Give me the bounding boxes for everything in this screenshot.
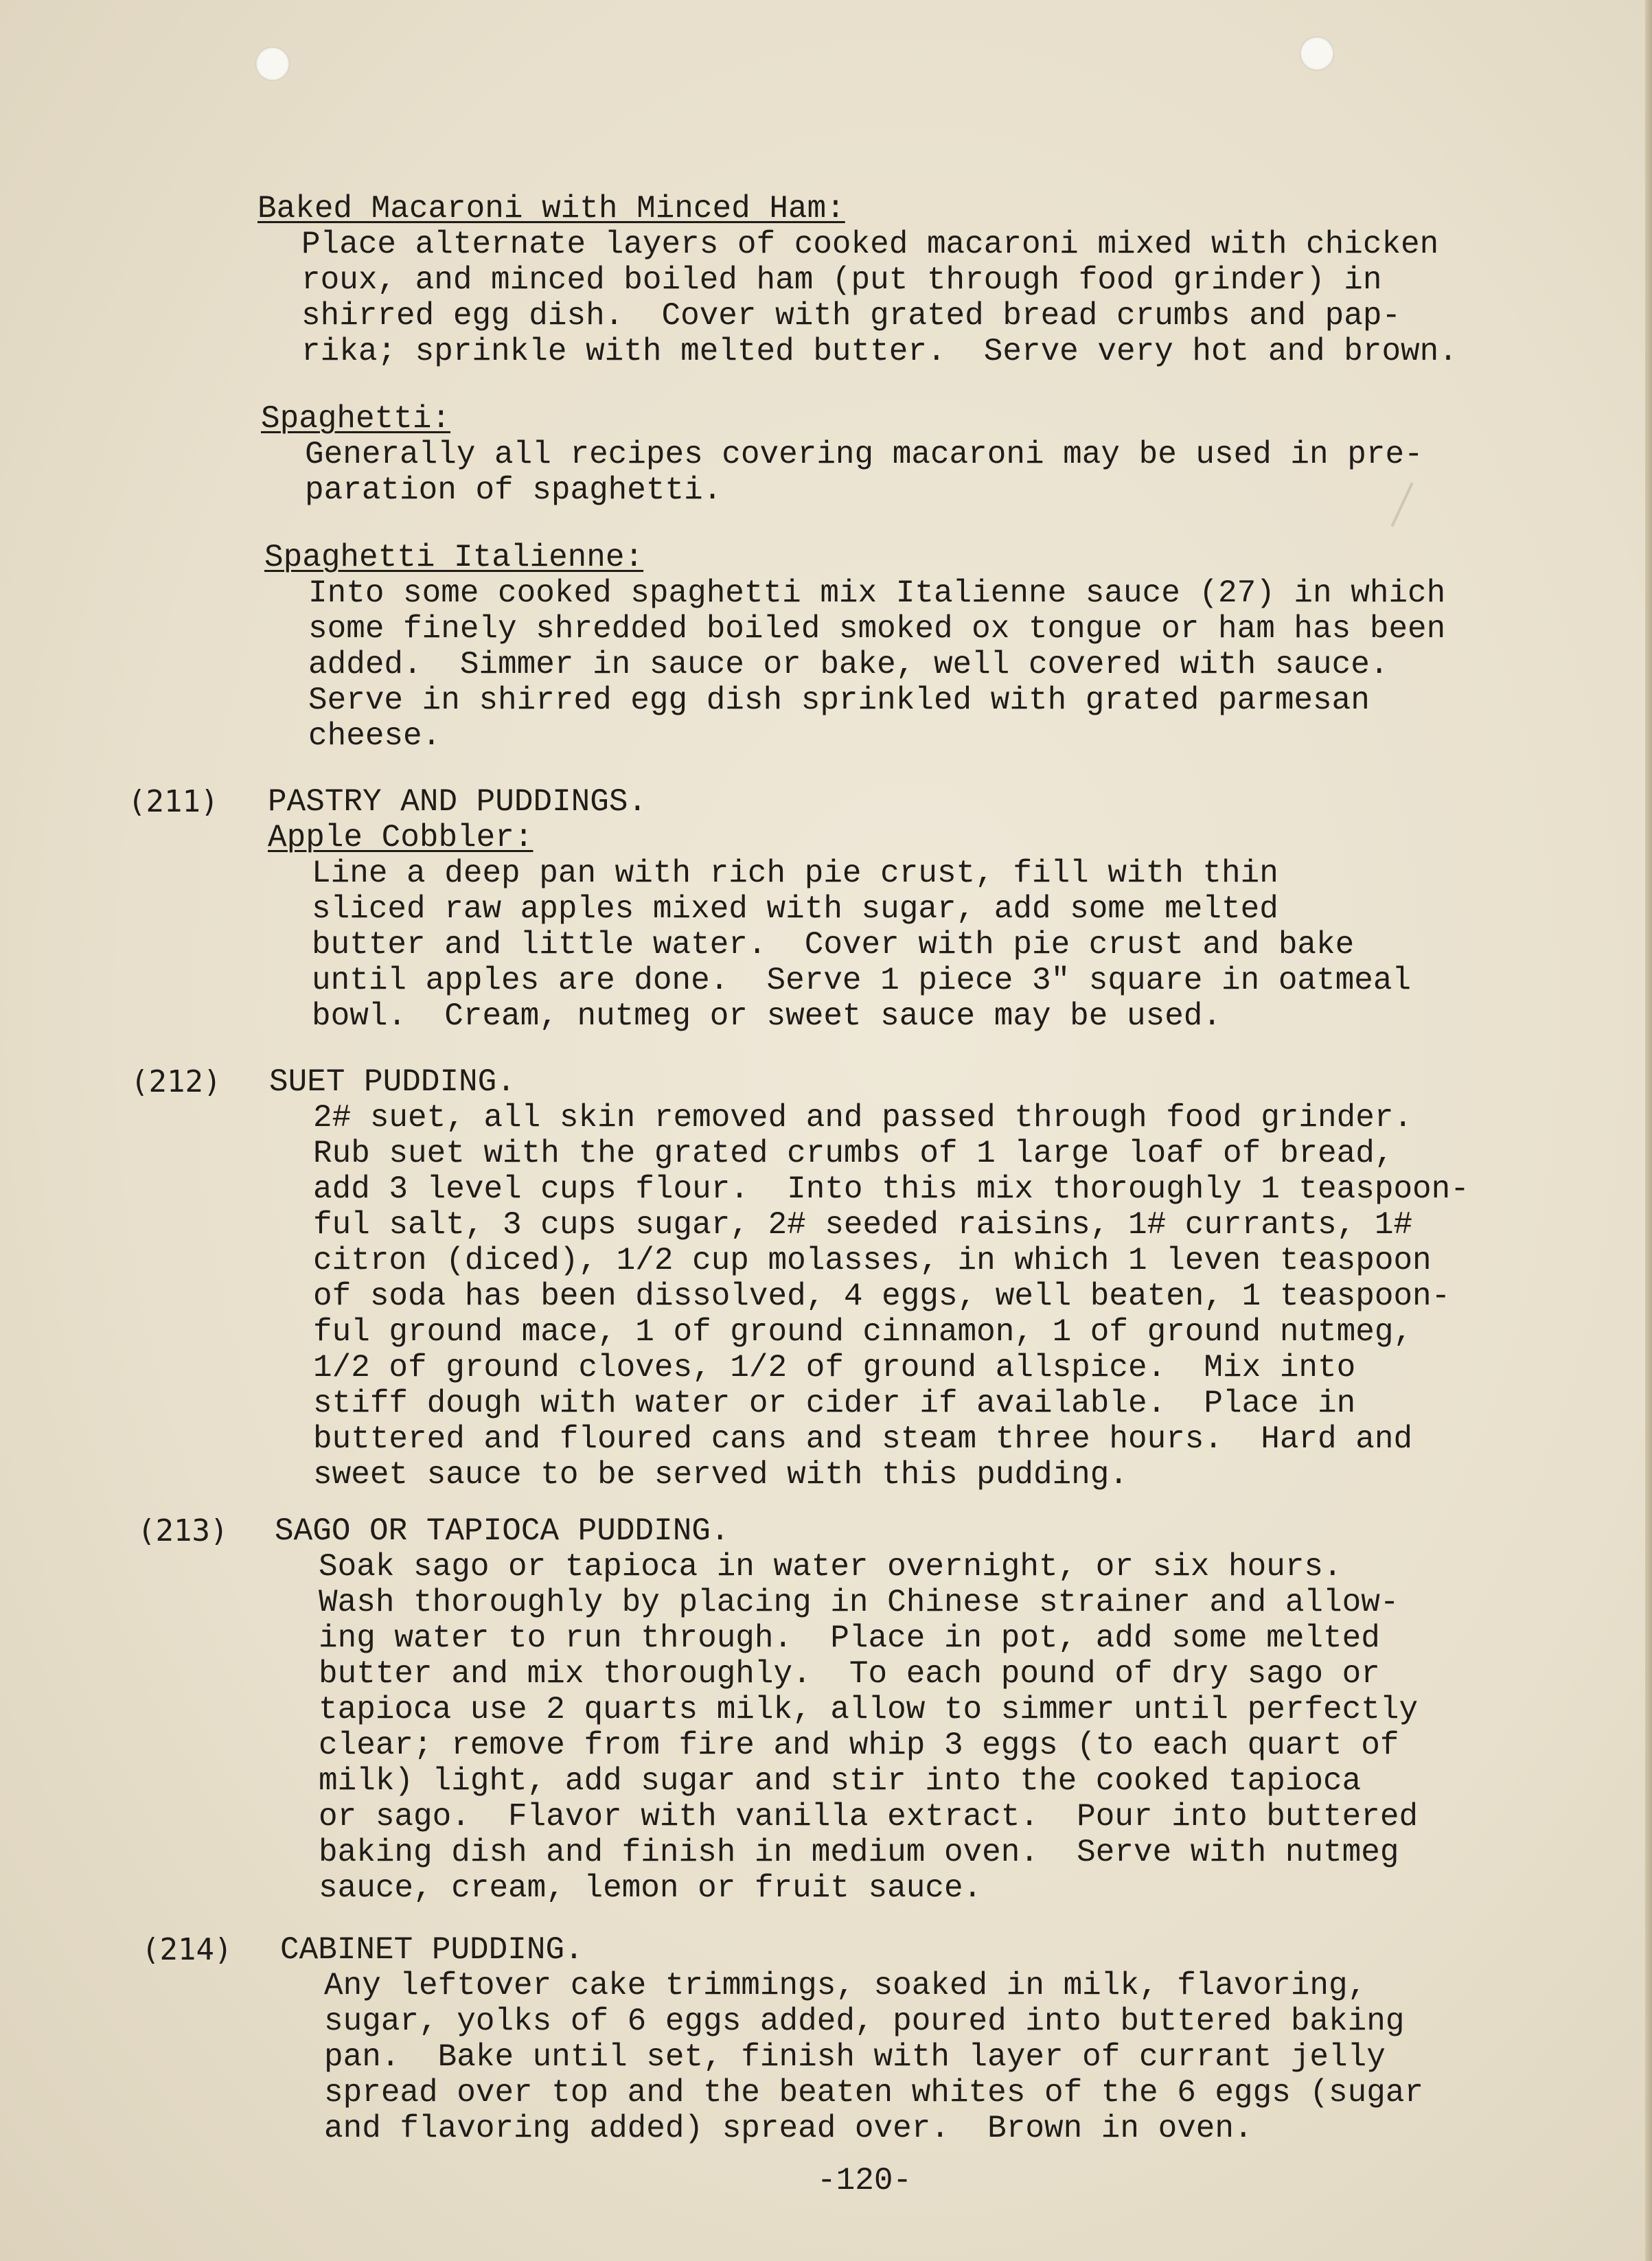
recipe-line: Soak sago or tapioca in water overnight, or six hours. [319,1549,1342,1585]
recipe-line: and flavoring added) spread over. Brown in oven. [324,2111,1253,2146]
recipe-line: butter and mix thoroughly. To each pound of dry sago or [319,1656,1380,1692]
recipe-spaghetti [261,401,1423,508]
recipe-line: stiff dough with water or cider if available. Place in [313,1386,1356,1421]
recipe-line: ful salt, 3 cups sugar, 2# seeded raisins, 1# currants, 1# [313,1207,1413,1243]
recipe-line: butter and little water. Cover with pie crust and bake [312,927,1355,963]
recipe-body [319,1549,1418,1906]
recipe-line: ful ground mace, 1 of ground cinnamon, 1 of ground nutmeg, [313,1314,1413,1350]
recipe-line: Line a deep pan with rich pie crust, fill with thin [312,856,1278,891]
recipe-line: buttered and floured cans and steam three hours. Hard and [313,1421,1413,1457]
section-suet-pudding [269,1064,1469,1493]
recipe-line: until apples are done. Serve 1 piece 3" square in oatmeal [312,963,1412,998]
recipe-line: citron (diced), 1/2 cup molasses, in which 1 leven teaspoon [313,1243,1432,1278]
section-number: (213) [137,1513,229,1548]
recipe-body [308,575,1445,754]
section-pastry-and-puddings [268,784,1411,1034]
recipe-line: Any leftover cake trimmings, soaked in milk, flavoring, [324,1968,1367,2004]
recipe-line: ing water to run through. Place in pot, add some melted [319,1620,1380,1656]
recipe-line: sliced raw apples mixed with sugar, add some melted [312,891,1278,927]
recipe-line: 2# suet, all skin removed and passed through food grinder. [313,1100,1413,1136]
recipe-line: Wash thoroughly by placing in Chinese strainer and allow- [319,1585,1399,1620]
recipe-line: milk) light, add sugar and stir into the cooked tapioca [319,1763,1362,1799]
recipe-line: cheese. [308,718,441,754]
recipe-body [313,1100,1469,1493]
section-number: (214) [141,1932,233,1967]
recipe-line: Serve in shirred egg dish sprinkled with grated parmesan [308,682,1370,718]
recipe-heading: Spaghetti Italienne: [264,540,644,575]
section-title: SUET PUDDING. [269,1064,516,1100]
section-cabinet-pudding [280,1932,1423,2146]
recipe-line: pan. Bake until set, finish with layer of currant jelly [324,2039,1386,2075]
recipe-line: Into some cooked spaghetti mix Italienne sauce (27) in which [308,575,1446,611]
page-edge [1645,0,1652,2261]
section-number: (212) [130,1064,222,1099]
recipe-body [312,856,1411,1034]
recipe-body [305,437,1423,508]
recipe-heading: Apple Cobbler: [268,820,534,856]
punch-hole [255,47,290,81]
recipe-body [324,1968,1423,2146]
section-title: SAGO OR TAPIOCA PUDDING. [275,1513,730,1549]
recipe-line: of soda has been dissolved, 4 eggs, well beaten, 1 teaspoon- [313,1278,1451,1314]
recipe-line: paration of spaghetti. [305,472,722,508]
recipe-line: tapioca use 2 quarts milk, allow to simmer until perfectly [319,1692,1419,1728]
recipe-line: some finely shredded boiled smoked ox tongue or ham has been [308,611,1446,647]
recipe-line: added. Simmer in sauce or bake, well covered with sauce. [308,647,1389,682]
recipe-line: bowl. Cream, nutmeg or sweet sauce may be used. [312,998,1222,1034]
section-number: (211) [128,784,219,819]
recipe-heading: Spaghetti: [261,401,451,437]
recipe-heading: Baked Macaroni with Minced Ham: [257,191,845,227]
recipe-line: add 3 level cups flour. Into this mix thoroughly 1 teaspoon- [313,1171,1469,1207]
section-sago-tapioca-pudding [275,1513,1418,1906]
recipe-baked-macaroni [257,191,1458,369]
punch-hole [1300,36,1334,71]
recipe-line: spread over top and the beaten whites of the 6 eggs (sugar [324,2075,1424,2111]
recipe-line: or sago. Flavor with vanilla extract. Pour into buttered [319,1799,1419,1835]
recipe-line: sugar, yolks of 6 eggs added, poured into buttered baking [324,2004,1405,2039]
recipe-line: Generally all recipes covering macaroni may be used in pre- [305,437,1423,472]
recipe-line: 1/2 of ground cloves, 1/2 of ground allspice. Mix into [313,1350,1356,1386]
recipe-line: sauce, cream, lemon or fruit sauce. [319,1870,983,1906]
recipe-line: rika; sprinkle with melted butter. Serve very hot and brown. [301,334,1458,369]
recipe-line: baking dish and finish in medium oven. Serve with nutmeg [319,1835,1399,1870]
recipe-line: sweet sauce to be served with this pudding. [313,1457,1128,1493]
section-title: PASTRY AND PUDDINGS. [268,784,647,820]
section-title: CABINET PUDDING. [280,1932,584,1968]
page-number: -120- [817,2163,913,2199]
recipe-line: Rub suet with the grated crumbs of 1 large loaf of bread, [313,1136,1394,1171]
recipe-line: roux, and minced boiled ham (put through food grinder) in [301,262,1382,298]
recipe-line: Place alternate layers of cooked macaroni mixed with chicken [301,227,1439,262]
recipe-spaghetti-italienne [264,540,1445,754]
recipe-line: clear; remove from fire and whip 3 eggs (to each quart of [319,1728,1399,1763]
recipe-line: shirred egg dish. Cover with grated bread crumbs and pap- [301,298,1401,334]
recipe-body [301,227,1458,369]
